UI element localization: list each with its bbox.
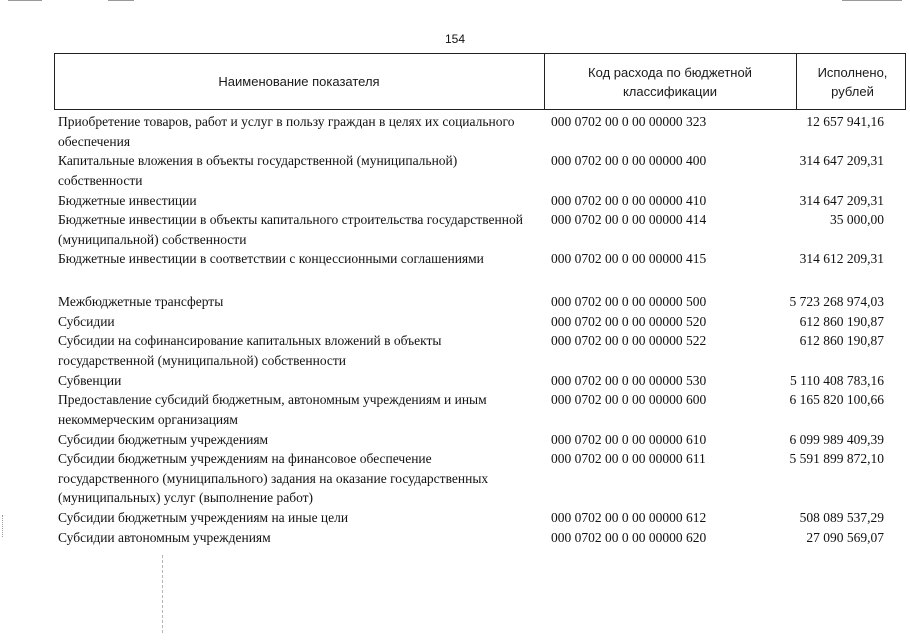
- row-code: 000 0702 00 0 00 00000 612: [551, 510, 707, 525]
- scan-edge-line: [108, 0, 134, 5]
- row-amount: 314 612 209,31: [799, 251, 884, 266]
- row-amount: 6 165 820 100,66: [789, 392, 884, 407]
- row-amount: 5 723 268 974,03: [789, 294, 884, 309]
- header-amount: Исполнено, рублей: [796, 54, 908, 109]
- row-name: Приобретение товаров, работ и услуг в пользу граждан в целях их социального обеспечения: [58, 114, 515, 149]
- row-name: Субсидии бюджетным учреждениям на иные цели: [58, 510, 349, 525]
- scan-edge-line: [8, 0, 42, 5]
- header-name: Наименование показателя: [218, 74, 380, 89]
- row-name: Бюджетные инвестиции в объекты капитального строительства государственной (муниципальной) собственности: [58, 212, 523, 247]
- row-code: 000 0702 00 0 00 00000 600: [551, 392, 707, 407]
- row-amount: 612 860 190,87: [799, 333, 884, 348]
- row-amount: 508 089 537,29: [799, 510, 884, 525]
- row-name: Субсидии: [58, 314, 115, 329]
- row-name: Субвенции: [58, 373, 122, 388]
- page-number: 154: [444, 32, 466, 46]
- row-name: Субсидии бюджетным учреждениям на финансовое обеспечение государственного (муниципального) задания на оказание государственных (муниципальных) услуг (выполнение работ): [58, 451, 489, 505]
- row-code: 000 0702 00 0 00 00000 611: [551, 451, 706, 466]
- budget-table: [54, 53, 906, 545]
- row-name: Предоставление субсидий бюджетным, автономным учреждениям и иным некоммерческим организациям: [58, 392, 487, 427]
- scan-artifact-mark: [2, 515, 6, 537]
- scan-edge-line: [842, 0, 902, 5]
- row-code: 000 0702 00 0 00 00000 500: [551, 294, 707, 309]
- row-name: Субсидии бюджетным учреждениям: [58, 432, 269, 447]
- row-amount: 35 000,00: [830, 212, 884, 227]
- row-code: 000 0702 00 0 00 00000 414: [551, 212, 707, 227]
- table-header: [54, 53, 906, 110]
- row-name: Капитальные вложения в объекты государственной (муниципальной) собственности: [58, 153, 458, 188]
- row-code: 000 0702 00 0 00 00000 530: [551, 373, 707, 388]
- row-code: 000 0702 00 0 00 00000 323: [551, 114, 707, 129]
- row-name: Бюджетные инвестиции: [58, 193, 197, 208]
- row-amount: 5 591 899 872,10: [789, 451, 884, 466]
- row-amount: 5 110 408 783,16: [790, 373, 884, 388]
- row-amount: 6 099 989 409,39: [789, 432, 884, 447]
- row-code: 000 0702 00 0 00 00000 610: [551, 432, 707, 447]
- row-amount: 314 647 209,31: [799, 193, 884, 208]
- row-code: 000 0702 00 0 00 00000 522: [551, 333, 707, 348]
- header-code: Код расхода по бюджетной классификации: [544, 54, 795, 109]
- row-code: 000 0702 00 0 00 00000 520: [551, 314, 707, 329]
- row-name: Бюджетные инвестиции в соответствии с концессионными соглашениями: [58, 251, 484, 266]
- row-name: Субсидии автономным учреждениям: [58, 530, 271, 545]
- row-name: Межбюджетные трансферты: [58, 294, 224, 309]
- row-amount: 314 647 209,31: [799, 153, 884, 168]
- row-amount: 612 860 190,87: [799, 314, 884, 329]
- row-code: 000 0702 00 0 00 00000 400: [551, 153, 707, 168]
- row-amount: 27 090 569,07: [806, 530, 884, 545]
- row-name: Субсидии на софинансирование капитальных вложений в объекты государственной (муниципальной) собственности: [58, 333, 442, 368]
- scan-artifact-line: [162, 555, 163, 633]
- row-code: 000 0702 00 0 00 00000 415: [551, 251, 707, 266]
- row-code: 000 0702 00 0 00 00000 620: [551, 530, 707, 545]
- row-code: 000 0702 00 0 00 00000 410: [551, 193, 707, 208]
- row-amount: 12 657 941,16: [806, 114, 884, 129]
